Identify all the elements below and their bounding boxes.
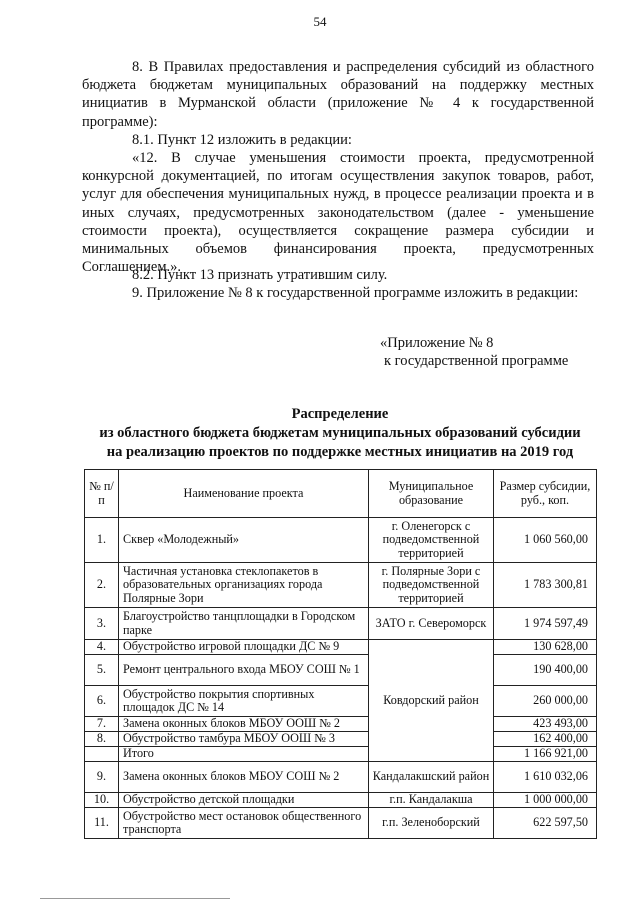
row-name: Замена оконных блоков МБОУ ООШ № 2 xyxy=(119,717,369,732)
subsidy-table xyxy=(84,469,597,839)
table-row xyxy=(85,762,597,793)
row-amount: 1 166 921,00 xyxy=(494,747,597,762)
row-name: Частичная установка стеклопакетов в образовательных организациях города Полярные Зори xyxy=(119,563,369,608)
row-amount: 423 493,00 xyxy=(494,717,597,732)
row-num: 3. xyxy=(85,608,119,640)
row-name: Обустройство игровой площадки ДС № 9 xyxy=(119,640,369,655)
table-row xyxy=(85,732,597,747)
table-row-total xyxy=(85,747,597,762)
footer-divider xyxy=(40,898,230,899)
row-num: 2. xyxy=(85,563,119,608)
row-name: Обустройство мест остановок общественного транспорта xyxy=(119,808,369,839)
row-name: Обустройство покрытия спортивных площадок ДС № 14 xyxy=(119,686,369,717)
row-amount: 1 974 597,49 xyxy=(494,608,597,640)
table-row xyxy=(85,563,597,608)
row-amount: 1 000 000,00 xyxy=(494,793,597,808)
row-municipality: г.п. Зеленоборский xyxy=(369,808,494,839)
row-municipality: г.п. Кандалакша xyxy=(369,793,494,808)
table-row xyxy=(85,808,597,839)
table-row xyxy=(85,793,597,808)
row-name: Ремонт центрального входа МБОУ СОШ № 1 xyxy=(119,655,369,686)
row-amount: 622 597,50 xyxy=(494,808,597,839)
row-municipality-kovdor: Ковдорский район xyxy=(369,640,494,762)
paragraph-12: «12. В случае уменьшения стоимости проекта, предусмотренной конкурсной документацией, по итогам осуществления закупок товаров, работ, услуг для обеспечения муниципальных нужд, в процессе реализации проекта и в иных случаях, предусмотренных законодательством (далее - уменьшение стоимости проекта), осуществляется сокращение размера субсидии и минимальных объемов финансирования проекта, предусмотренных Соглашением.». xyxy=(82,150,594,276)
table-row xyxy=(85,686,597,717)
table-row xyxy=(85,518,597,563)
row-name: Замена оконных блоков МБОУ СОШ № 2 xyxy=(119,762,369,793)
row-num: 9. xyxy=(85,762,119,793)
row-num: 1. xyxy=(85,518,119,563)
row-name: Сквер «Молодежный» xyxy=(119,518,369,563)
paragraph-8: 8. В Правилах предоставления и распределения субсидий из областного бюджета бюджетам муниципальных образований на поддержку местных инициатив в Мурманской области (приложение № 4 к государственной программе): xyxy=(82,59,594,130)
page-number: 54 xyxy=(313,14,327,29)
row-num xyxy=(85,747,119,762)
row-amount: 162 400,00 xyxy=(494,732,597,747)
row-amount: 190 400,00 xyxy=(494,655,597,686)
header-municipality: Муниципальное образование xyxy=(369,470,494,518)
heading-line3: на реализацию проектов по поддержке местных инициатив на 2019 год xyxy=(106,444,574,460)
row-num: 5. xyxy=(85,655,119,686)
row-amount: 1 783 300,81 xyxy=(494,563,597,608)
header-amount: Размер субсидии, руб., коп. xyxy=(494,470,597,518)
row-amount: 1 060 560,00 xyxy=(494,518,597,563)
row-name: Благоустройство танцплощадки в Городском парке xyxy=(119,608,369,640)
row-num: 7. xyxy=(85,717,119,732)
header-num: № п/п xyxy=(85,470,119,518)
appendix-ref-line1: «Приложение № 8 xyxy=(380,335,494,351)
row-num: 8. xyxy=(85,732,119,747)
paragraph-8-2: 8.2. Пункт 13 признать утратившим силу. xyxy=(132,267,388,283)
row-amount: 1 610 032,06 xyxy=(494,762,597,793)
row-amount: 130 628,00 xyxy=(494,640,597,655)
table-row xyxy=(85,655,597,686)
row-municipality: г. Оленегорск с подведомственной территорией xyxy=(369,518,494,563)
heading-line1: Распределение xyxy=(291,406,389,422)
paragraph-9: 9. Приложение № 8 к государственной программе изложить в редакции: xyxy=(132,285,579,301)
table-header-row xyxy=(85,470,597,518)
row-num: 4. xyxy=(85,640,119,655)
heading-line2: из областного бюджета бюджетам муниципальных образований субсидии xyxy=(99,425,581,441)
appendix-ref-line2: к государственной программе xyxy=(384,353,569,369)
table-row xyxy=(85,640,597,655)
row-municipality: г. Полярные Зори с подведомственной территорией xyxy=(369,563,494,608)
row-name: Обустройство детской площадки xyxy=(119,793,369,808)
row-num: 11. xyxy=(85,808,119,839)
row-name: Итого xyxy=(119,747,369,762)
row-num: 10. xyxy=(85,793,119,808)
paragraph-8-1: 8.1. Пункт 12 изложить в редакции: xyxy=(132,132,352,148)
row-municipality: ЗАТО г. Североморск xyxy=(369,608,494,640)
row-num: 6. xyxy=(85,686,119,717)
row-amount: 260 000,00 xyxy=(494,686,597,717)
table-row xyxy=(85,717,597,732)
row-municipality: Кандалакшский район xyxy=(369,762,494,793)
table-row xyxy=(85,608,597,640)
header-name: Наименование проекта xyxy=(119,470,369,518)
row-name: Обустройство тамбура МБОУ ООШ № 3 xyxy=(119,732,369,747)
